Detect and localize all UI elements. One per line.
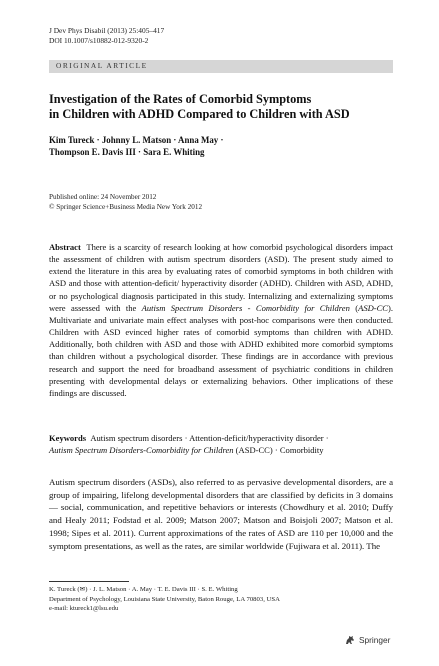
journal-citation: J Dev Phys Disabil (2013) 25:405–417 [49, 26, 165, 35]
abstract-italic: ASD-CC [358, 302, 389, 313]
abstract-label: Abstract [49, 242, 81, 252]
paper-title [49, 92, 399, 122]
publisher-logo [344, 633, 390, 647]
authors-line: Thompson E. Davis III · Sara E. Whiting [49, 147, 205, 157]
keywords-label: Keywords [49, 433, 87, 443]
authors-line: Kim Tureck · Johnny L. Matson · Anna May · [49, 135, 224, 145]
article-type: ORIGINAL ARTICLE [56, 61, 148, 70]
journal-header [49, 26, 164, 46]
keywords-text: (ASD-CC) · Comorbidity [233, 445, 324, 456]
article-type-bar [49, 60, 393, 73]
doi: DOI 10.1007/s10882-012-9320-2 [49, 36, 149, 45]
title-line: in Children with ADHD Compared to Children with ASD [49, 107, 350, 121]
publication-info [49, 192, 202, 212]
body-text [49, 476, 393, 552]
copyright: © Springer Science+Business Media New York 2012 [49, 203, 203, 211]
abstract-text: There is a scarcity of research looking at how comorbid psychological disorders impact the assessment of children with autism spectrum disorders (ASD). The present study aimed to extend the literature in this area by evaluating rates of comorbid symptoms in both children with ASD and those with attention-deficit/ hyperactivity disorder (ADHD). Children with ASD, ADHD, or no psychological diagnosis participated in this study. Internalizing and externalizing symptoms were assessed with the [49, 242, 393, 313]
abstract [49, 241, 393, 399]
abstract-paragraph [49, 241, 393, 399]
abstract-italic: Autism Spectrum Disorders - Comorbidity for Children [141, 302, 350, 313]
published-date: Published online: 24 November 2012 [49, 193, 157, 201]
footnote-authors: K. Tureck (✉) · J. L. Matson · A. May · T. E. Davis III · S. E. Whiting [49, 586, 238, 593]
keywords-text: Autism spectrum disorders · Attention-deficit/hyperactivity disorder · [90, 433, 329, 443]
footnote-department: Department of Psychology, Louisiana State University, Baton Rouge, LA 70803, USA [49, 595, 280, 603]
abstract-text: ( [349, 302, 359, 313]
keywords-paragraph [49, 432, 393, 456]
keywords [49, 432, 393, 456]
author-list [49, 134, 399, 158]
publisher-name: Springer [359, 635, 391, 645]
title-line: Investigation of the Rates of Comorbid Symptoms [49, 92, 312, 106]
author-footnote [49, 585, 393, 614]
springer-horse-icon [344, 634, 356, 646]
abstract-text: ). Multivariate and univariate main effect analyses with post-hoc comparisons were then conducted. Children with ASD evinced higher rates of comorbid symptoms than children with ADHD. Additionally, both children with ASD and those with ADHD exhibited more comorbid symptoms than children without a psychological disorder. These findings are in accordance with previous research and support the need for broadband assessment of psychiatric conditions in children presenting with developmental delays or externalizing behaviors. Other implications of these findings are discussed. [49, 302, 393, 398]
footnote-rule [49, 581, 129, 582]
body-paragraph: Autism spectrum disorders (ASDs), also referred to as pervasive developmental disorders, are a group of impairing, lifelong developmental disorders that are classified by deficits in 3 domains— social, communication, and repetitive behaviors or interests (Chowdhury et al. 2010; Duffy and Healy 2011; Fodstad et al. 2009; Matson 2007; Matson and Boisjoli 2007; Matson et al. 1998; Sipes et al. 2011). Current approximations of the rates of ASD are 110 per 10,000 and the symptom presentations, as well as the rates, are similar worldwide (Fujiwara et al. 2011). The [49, 477, 393, 551]
footnote-email: e-mail: ktureck1@lsu.edu [49, 605, 119, 613]
keywords-italic: Autism Spectrum Disorders-Comorbidity for Children [49, 445, 234, 456]
